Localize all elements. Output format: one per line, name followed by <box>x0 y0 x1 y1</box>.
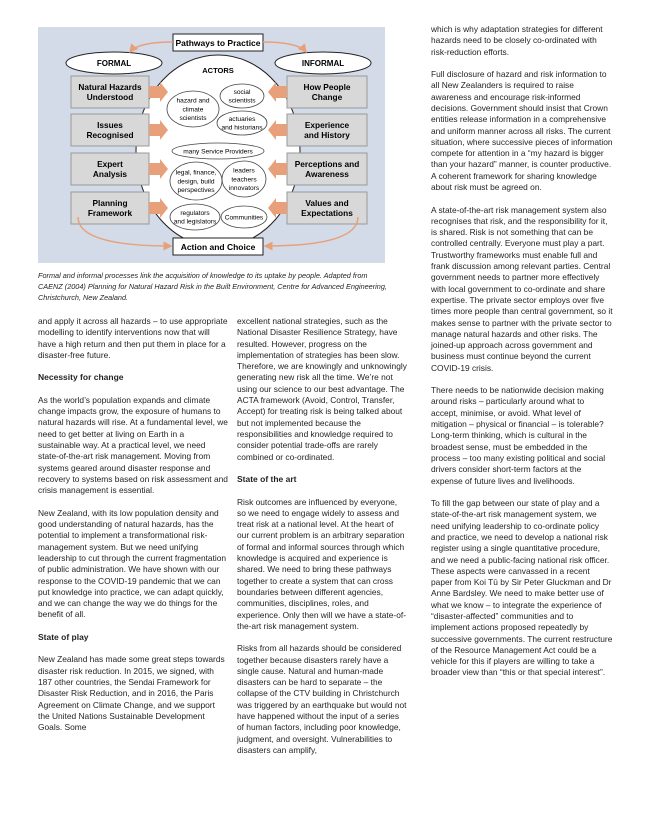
actors-label: ACTORS <box>202 66 234 75</box>
diagram-title: Pathways to Practice <box>175 38 261 48</box>
actor-label: Communities <box>224 214 264 222</box>
formal-box-label: Expert Analysis <box>92 158 128 180</box>
paragraph: and apply it across all hazards – to use appropriate modelling to identify interventions now that will have a high return and then put them in place for a disaster-free future. <box>38 316 228 360</box>
actor-label: regulators and legislators <box>173 210 217 226</box>
informal-box-label: Perceptions and Awareness <box>294 158 360 180</box>
actor-label: many Service Providers <box>183 148 253 156</box>
paragraph: To fill the gap between our state of play and a state-of-the-art risk management system, we need unifying leadership to co-ordinate policy and practice, we need to develop a national risk register using a single quantitative procedure, and we need a public-facing national risk officer. These aspects were canvassed in a recent paper from Koi Tū by Sir Peter Gluckman and Dr Anne Bardsley. We need to make better use of what we know – to integrate the experience of “disaster-affected” communities and to implement actions proposed repeatedly by successive governments. The current restructure of the Resource Management Act could be a vehicle for this if players are willing to take a broader view than “this or that special interest”. <box>431 498 613 678</box>
formal-label: FORMAL <box>96 59 132 68</box>
section-heading-state-of-play: State of play <box>38 631 89 642</box>
actor-label: hazard and climate scientists <box>176 97 210 122</box>
figure-caption: Formal and informal processes link the acquisition of knowledge to its uptake by people. Adapted from CAENZ (2004) Planning for Natural Hazard Risk in the Built Environment, Centre for Advanced Engineering, Christchurch, New Zealand. <box>38 271 387 303</box>
paragraph: There needs to be nationwide decision making around risks – particularly around what to accept, minimise, or avoid. What level of mitigation – physical or financial – is tolerable? Long-term thinking, which is cultural in the broadest sense, must be embedded in the process – too many existing political and social drivers consider short-term factors at the expense of future lives and livelihoods. <box>431 385 606 486</box>
paragraph: As the world’s population expands and climate change impacts grow, the exposure of humans to natural hazards will rise. At a fundamental level, we need to get better at living on Earth in a sustainable way. At a practical level, we need state-of-the-art risk management. Moving from systems geared around disaster response and recovery to systems based on risk assessment and crisis management is essential. <box>38 394 228 496</box>
section-heading-state-of-the-art: State of the art <box>237 474 297 485</box>
column-1 <box>38 316 228 745</box>
actor-label: leaders teachers innovators <box>228 167 260 192</box>
pathways-diagram <box>38 27 385 263</box>
paragraph: New Zealand has made some great steps towards disaster risk reduction. In 2015, we signed, with 187 other countries, the Sendai Framework for Disaster Risk Reduction, and in 2016, the Paris Agreement on Climate Change, and we support the United Nations Sustainable Development Goals. Some <box>38 654 225 733</box>
actor-label: legal, finance, design, build perspectives <box>175 169 217 194</box>
formal-box-label: Planning Framework <box>87 197 133 219</box>
informal-box-label: Experience and History <box>304 119 350 141</box>
paragraph: Full disclosure of hazard and risk information to all New Zealanders is required to raise awareness and encourage risk-informed decisions. Government should insist that Crown entities release information in a comprehensive and uniform manner across all risks. The current situation, where successive pieces of information compete for attention in a “my hazard is bigger than your hazard” manner, is counter productive. A coherent framework for sharing knowledge about risk must be agreed on. <box>431 69 613 193</box>
actor-label: actuaries and historians <box>221 116 263 132</box>
paragraph: excellent national strategies, such as the National Disaster Resilience Strategy, have resulted. However, progress on the implementation of strategies has been slow. Therefore, we are knowingly and unknowingly generating new risk all the time. We’re not using our science to our best advantage. The ACTA framework (Avoid, Control, Transfer, Accept) for treating risk is being talked about but not implemented because the responsibilities and knowledge required to consider potential trade-offs are rarely combined or co-ordinated. <box>237 316 407 462</box>
paragraph: which is why adaptation strategies for different hazards need to be closely co-ordinated with risk-reduction efforts. <box>431 24 603 57</box>
paragraph: A state-of-the-art risk management system also recognises that risk, and the responsibility for it, is shared. Risk is not something that can be controlled centrally. Everyone must play a part. Trustworthy frameworks must enable full and frank discussion among relevant parties. Central government needs to partner more effectively with local government to co-ordinate and share expertise. The private sector employs over five times more people than central government, so it makes sense to partner with the private sector to manage natural hazards and other risks. The joined-up approach across government and business must continue beyond the current COVID-19 crisis. <box>431 204 613 373</box>
section-heading-necessity: Necessity for change <box>38 372 124 383</box>
formal-box-label: Natural Hazards Understood <box>78 81 142 103</box>
column-3 <box>431 24 613 690</box>
actor-label: social scientists <box>228 89 256 105</box>
formal-box-label: Issues Recognised <box>86 119 134 141</box>
paragraph: New Zealand, with its low population density and good understanding of natural hazards, has the potential to implement a transformational risk-management system. But we need unifying leadership to cut through the current fragmentation of public administration. We have shown with our response to the COVID-19 pandemic that we can put knowledge into practice, we can adapt quickly, and we can change the way we do things for the benefit of all. <box>38 507 227 620</box>
informal-box-label: How People Change <box>303 81 351 103</box>
column-2 <box>237 316 407 767</box>
paragraph: Risks from all hazards should be considered together because disasters rarely have a single cause. Natural and human-made disasters can be hard to separate – the collapse of the CTV building in Christchurch was triggered by an earthquake but would not have happened without the input of a series of human factors, including poor knowledge, judgment, and oversight. Vulnerabilities to disasters can amplify, <box>237 643 407 755</box>
informal-label: INFORMAL <box>301 59 345 68</box>
action-choice-label: Action and Choice <box>180 242 256 252</box>
pathways-diagram-svg <box>38 27 385 263</box>
paragraph: Risk outcomes are influenced by everyone, so we need to engage widely to assess and treat risk at a national level. At the heart of our current problem is an arbitrary separation of formal and informal sources through which knowledge is acquired and experience is shared. We need to bring these pathways together to create a system that can cross boundaries between different agencies, communities, disciplines, roles, and experience. Only then will we have a state-of-the-art risk management system. <box>237 496 406 631</box>
informal-box-label: Values and Expectations <box>301 197 353 219</box>
